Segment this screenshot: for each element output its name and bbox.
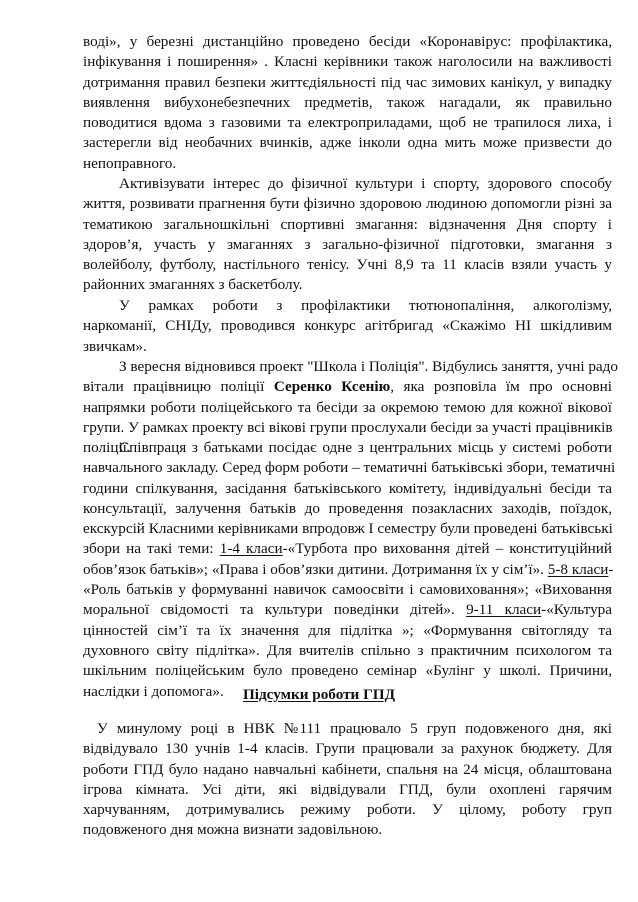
paragraph-prevention [83, 296, 612, 357]
text-segment: -«Культура [541, 601, 613, 619]
text-line: харчуванням, дотримувались режиму роботи. У цілому, роботу груп [83, 801, 612, 819]
text-line [83, 600, 612, 620]
paragraph-sport [83, 174, 612, 296]
text-line: духовного світу підлітка». Для вчителів спільно з практичним психологом та [83, 641, 612, 659]
text-line: тематикою загальношкільні спортивні змагання: відзначення Дня спорту і [83, 215, 612, 233]
text-segment: обов’язок батьків»; «Права і обов’язки дитини. Дотримання їх у сім’ї». [83, 560, 548, 578]
paragraph-gpd [83, 719, 612, 841]
text-line: наслідки і допомога». [83, 682, 224, 700]
text-line: «Роль батьків у формуванні навичок самоосвіти і самовиховання»; «Виховання [83, 581, 612, 599]
text-line: години спілкування, засідання батьківського комітету, індивідуальні бесіди та [83, 479, 612, 497]
text-segment: - [608, 560, 614, 578]
text-line: цінностей сім’ї та їх значення для підлітка »; «Формування світогляду та [83, 621, 612, 639]
text-line: поводитися вдома з газовими та електроприладами, щоб не трапилося лиха, і [83, 114, 612, 132]
paragraph-safety [83, 32, 612, 174]
text-line: екскурсій Класними керівниками впродовж I семестру були проведені батьківські [83, 520, 613, 538]
text-segment: збори на такі теми: [83, 540, 220, 558]
text-line: здоров’я, участь у змаганнях з загально-фізичної підготовки, змагання з [83, 235, 612, 253]
text-segment: вітали працівницю поліції [83, 378, 274, 396]
grade-label: 5-8 класи [547, 560, 609, 578]
text-line: виявлення вибухонебезпечних предметів, також нагадали, як правильно [83, 93, 612, 111]
text-line: Співпраця з батьками посідає одне з центральних місць у системі роботи [119, 439, 612, 456]
text-line: інфікування і поширення» . Класні керівники також наголосили на важливості [83, 53, 612, 71]
text-line: звичкам». [83, 337, 147, 355]
text-segment: моральної свідомості та культури поведінки дітей». [83, 601, 467, 619]
grade-label: 9-11 класи [466, 601, 542, 619]
text-line: воді», у березні дистанційно проведено бесіди «Коронавірус: профілактика, [83, 33, 612, 50]
text-line: шкільним поліцейським було проведено семінар «Булінг у школі. Причини, [83, 662, 612, 680]
text-line: У рамках роботи з профілактики тютюнопаління, алкоголізму, [119, 297, 612, 314]
text-line: наркоманії, СНІДу, проводився конкурс агітбригад «Скажімо НІ шкідливим [83, 317, 612, 335]
text-line [83, 539, 612, 559]
text-line: волейболу, футболу, настільного тенісу. Учні 8,9 та 11 класів взяли участь у [83, 256, 612, 274]
text-line: групи. У рамках проекту всі вікові групи прослухали бесіди за участі працівників [83, 418, 613, 436]
text-line: застерегли від необачних вчинків, адже інколи одна мить може призвести до [83, 134, 612, 152]
grade-label: 1-4 класи [219, 540, 283, 558]
text-line: дотримання правил безпеки життєдіяльності під час зимових канікул, у випадку [83, 73, 612, 91]
text-line: навчального закладу. Серед форм роботи – тематичні батьківські збори, тематичні [83, 459, 616, 477]
paragraph-parents [83, 438, 616, 702]
text-line [83, 377, 612, 397]
text-line: подовженого дня можна визнати задовільною. [83, 821, 383, 839]
section-heading: Підсумки роботи ГПД [242, 686, 396, 703]
text-line: поліції. [83, 439, 131, 457]
text-line: консультації, залучення батьків до проведення позакласних заходів, поїздок, [83, 499, 612, 517]
text-line [83, 560, 612, 580]
text-line: З вересня відновився проект "Школа і Поліція". Відбулись заняття, учні радо [119, 358, 618, 375]
text-line: відвідувало 130 учнів 1-4 класів. Групи працювали за рахунок бюджету. Для [83, 740, 612, 758]
text-line: життя, розвивати прагнення бути фізично здоровою людиною допомогли різні за [83, 195, 612, 213]
text-line: ігрова кімната. Усі діти, які відвідували ГПД, були охоплені гарячим [83, 780, 612, 798]
text-line: непоправного. [83, 154, 177, 172]
text-line: районних змаганнях з баскетболу. [83, 276, 303, 294]
text-line: У минулому році в НВК №111 працювало 5 груп подовженого дня, які [97, 720, 612, 737]
text-segment: -«Турбота про виховання дітей – конституційний [282, 540, 612, 558]
text-line: роботи ГПД було надано навчальні кабінети, спальня на 24 місця, облаштована [83, 760, 612, 778]
text-segment: , яка розповіла їм про основні [390, 378, 612, 396]
text-line: Активізувати інтерес до фізичної культури і спорту, здорового способу [119, 175, 612, 192]
text-line: напрямки роботи поліцейського та бесіди за окремою темою для кожної вікової [83, 398, 612, 416]
officer-name: Серенко Ксенію [273, 378, 391, 396]
